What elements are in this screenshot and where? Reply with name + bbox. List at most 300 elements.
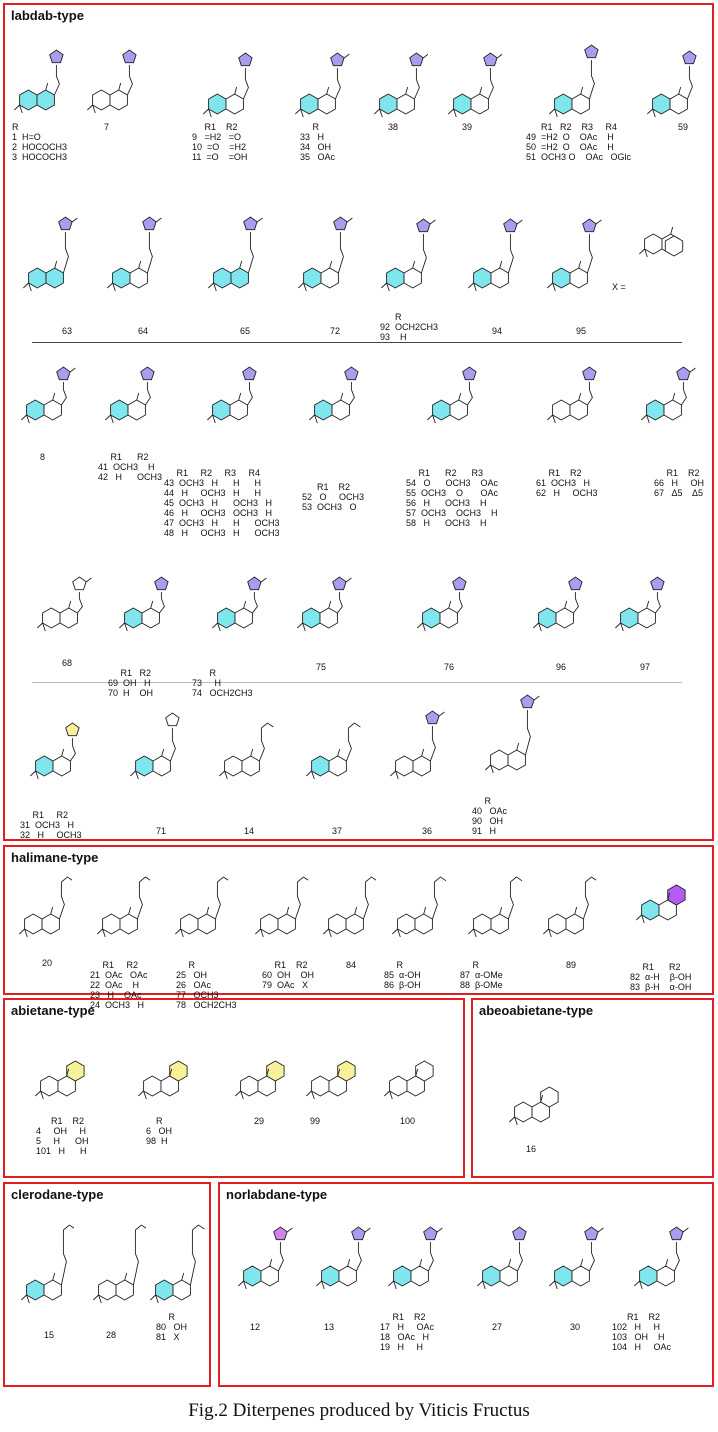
- side-chain: [59, 882, 64, 919]
- top-ring: [583, 367, 596, 380]
- methyl-bond: [23, 283, 28, 288]
- structure-drawing: [612, 214, 712, 274]
- labdab-compound-6: [516, 22, 632, 162]
- ring-b: [116, 1280, 133, 1300]
- structure-drawing: [12, 860, 72, 952]
- structure-drawing: [16, 1016, 100, 1106]
- top-ring: [345, 367, 358, 380]
- structure-drawing: [94, 196, 166, 308]
- methyl-bond: [53, 1273, 55, 1280]
- ring-a: [645, 234, 662, 254]
- side-chain: [147, 232, 152, 273]
- halimane-compound-1: [90, 860, 150, 1010]
- top-ring: [331, 53, 344, 66]
- ring-a: [553, 400, 570, 420]
- vinyl-bond: [585, 877, 596, 882]
- ring-a: [312, 756, 329, 776]
- methyl-bond: [388, 1281, 393, 1286]
- top-ring: [410, 53, 423, 66]
- compound-label: R1 R2 82 α-H β-OH 83 β-H α-OH: [630, 962, 692, 992]
- methyl-bond: [93, 1295, 98, 1300]
- methyl-bond: [182, 1273, 184, 1280]
- methyl-bond: [62, 749, 64, 756]
- ring-b: [329, 756, 346, 776]
- methyl-bond: [323, 929, 328, 934]
- ring-a: [43, 608, 60, 628]
- methyl-bond: [390, 771, 395, 776]
- methyl-bond: [105, 415, 110, 420]
- side-chain: [243, 68, 248, 99]
- top-ring: [239, 53, 252, 66]
- compound-label: 28: [106, 1330, 117, 1340]
- side-chain: [421, 234, 426, 273]
- top-ring: [651, 577, 664, 590]
- structure-drawing: [136, 1204, 210, 1314]
- labdab-compound-10: [196, 196, 266, 336]
- top-ring: [155, 577, 168, 590]
- structure-drawing: [286, 22, 350, 120]
- structure-drawing: [370, 696, 456, 800]
- top-ring: [166, 713, 179, 726]
- compound-label: 97: [640, 662, 651, 672]
- methyl-bond: [14, 105, 19, 110]
- compound-label: 8: [40, 452, 46, 462]
- methyl-bond: [316, 1281, 321, 1286]
- ring-a: [27, 1280, 44, 1300]
- methyl-bond: [137, 393, 139, 400]
- ring-a: [144, 1076, 161, 1096]
- side-chain: [589, 1242, 594, 1271]
- top-ring: [504, 219, 517, 232]
- labdab-compound-14: [534, 196, 606, 336]
- ring-a: [454, 94, 471, 114]
- ring-a: [433, 400, 450, 420]
- compound-label: R 80 OH 81 X: [156, 1312, 188, 1342]
- methyl-bond: [477, 1281, 482, 1286]
- ring-b: [566, 914, 583, 934]
- halimane-compound-6: [460, 860, 522, 990]
- norlabdane-compound-5: [612, 1206, 702, 1352]
- ring-a: [647, 400, 664, 420]
- methyl-bond: [413, 261, 415, 268]
- methyl-bond: [673, 393, 675, 400]
- ring-c: [416, 1061, 433, 1081]
- halimane-compound-0: [12, 860, 72, 968]
- carbonyl-bond: [690, 368, 695, 372]
- ring-a: [218, 608, 235, 628]
- labdab-compound-9: [94, 196, 166, 336]
- methyl-bond: [21, 1295, 26, 1300]
- carbonyl-bond: [439, 712, 444, 716]
- compound-label: R1 R2 61 OCH3 H 62 H OCH3: [536, 468, 598, 498]
- side-chain: [77, 592, 82, 613]
- compound-label: 38: [388, 122, 399, 132]
- methyl-bond: [338, 749, 340, 756]
- compound-label: R1 R2 21 OAc OAc 22 OAc H 23 H OAc 24 OCH3 H: [90, 960, 148, 1010]
- ring-b: [173, 1280, 190, 1300]
- labdab-compound-28: [516, 564, 596, 672]
- methyl-bond: [119, 623, 124, 628]
- structure-drawing: [164, 350, 296, 442]
- ring-b: [413, 756, 430, 776]
- vinyl-bond: [61, 877, 72, 882]
- halimane-compound-8: [606, 858, 712, 992]
- methyl-bond: [130, 771, 135, 776]
- ring-a: [303, 608, 320, 628]
- compound-label: R 73 H 74 OCH2CH3: [192, 668, 253, 698]
- side-chain: [127, 65, 132, 95]
- side-chain: [488, 68, 493, 99]
- ring-a: [225, 756, 242, 776]
- labdab-compound-26: [278, 564, 362, 672]
- methyl-bond: [422, 749, 424, 756]
- top-ring: [585, 1227, 598, 1240]
- top-ring: [521, 695, 534, 708]
- methyl-bond: [636, 915, 641, 920]
- halimane-compound-2: [168, 860, 237, 1010]
- methyl-bond: [341, 393, 343, 400]
- top-ring: [352, 1227, 365, 1240]
- side-chain: [508, 882, 513, 919]
- structure-drawing: [528, 350, 612, 442]
- ring-b: [572, 94, 589, 114]
- methyl-bond: [634, 1281, 639, 1286]
- structure-drawing: [286, 196, 356, 308]
- ring-b: [572, 1266, 589, 1286]
- norlabdane-compound-0: [226, 1206, 296, 1332]
- top-ring: [334, 217, 347, 230]
- ring-c: [267, 1061, 284, 1081]
- side-chain: [247, 382, 252, 405]
- labdab-compound-0: [8, 22, 68, 162]
- ring-b: [242, 756, 259, 776]
- labdab-compound-34: [370, 696, 456, 836]
- methyl-bond: [647, 109, 652, 114]
- side-chain: [428, 1242, 433, 1271]
- compound-label: 89: [566, 960, 577, 970]
- halimane-compound-3: [248, 860, 315, 990]
- methyl-bond: [162, 749, 164, 756]
- vinyl-bond: [63, 1225, 74, 1230]
- labdab-compound-29: [596, 564, 680, 672]
- structure-drawing: [192, 564, 278, 652]
- methyl-bond: [424, 907, 426, 914]
- compound-label: 64: [138, 326, 149, 336]
- labdab-compound-24: [104, 564, 180, 698]
- ring-a: [99, 1280, 116, 1300]
- vinyl-bond: [139, 877, 150, 882]
- ring-a: [640, 1266, 657, 1286]
- compound-label: 7: [104, 122, 110, 132]
- side-chain: [145, 382, 150, 405]
- methyl-bond: [207, 907, 209, 914]
- methyl-bond: [392, 929, 397, 934]
- ring-a: [322, 1266, 339, 1286]
- ring-b: [450, 400, 467, 420]
- ring-b: [128, 400, 145, 420]
- ring-b: [508, 750, 525, 770]
- methyl-bond: [355, 907, 357, 914]
- methyl-bond: [244, 601, 246, 608]
- compound-label: 30: [570, 1322, 581, 1332]
- abietane-title: abietane-type: [11, 1003, 95, 1018]
- compound-label: R 6 OH 98 H: [146, 1116, 173, 1146]
- methyl-bond: [270, 1259, 272, 1266]
- labdab-compound-2: [186, 22, 266, 162]
- compound-label: 71: [156, 826, 167, 836]
- side-chain: [159, 592, 164, 613]
- top-ring: [50, 50, 63, 63]
- top-ring: [59, 217, 72, 230]
- ring-b: [153, 756, 170, 776]
- ring-a: [111, 400, 128, 420]
- structure-drawing: [618, 350, 710, 442]
- ring-a: [244, 1266, 261, 1286]
- structure-drawing: [366, 22, 428, 120]
- methyl-bond: [219, 771, 224, 776]
- methyl-bond: [175, 929, 180, 934]
- labdab-compound-7: [632, 22, 708, 132]
- carbonyl-bond: [261, 578, 266, 582]
- methyl-bond: [485, 765, 490, 770]
- methyl-bond: [500, 907, 502, 914]
- carbonyl-bond: [344, 54, 349, 58]
- side-chain: [687, 66, 692, 99]
- compound-label: R1 R2 60 OH OH 79 OAc X: [262, 960, 315, 990]
- side-chain: [346, 728, 351, 761]
- methyl-bond: [138, 1091, 143, 1096]
- methyl-bond: [30, 771, 35, 776]
- top-ring: [513, 1227, 526, 1240]
- side-chain: [335, 68, 340, 99]
- ring-b: [415, 914, 432, 934]
- side-chain: [63, 232, 68, 273]
- ring-a: [474, 268, 491, 288]
- vinyl-bond: [348, 723, 360, 728]
- side-chain: [674, 1242, 679, 1271]
- compound-label: R1 R2 102 H H 103 OH H 104 H OAc: [612, 1312, 672, 1352]
- labdab-compound-32: [206, 696, 278, 836]
- structure-drawing: [460, 684, 556, 794]
- ring-b: [404, 268, 421, 288]
- carbonyl-bond: [683, 1228, 688, 1232]
- top-ring: [583, 219, 596, 232]
- methyl-bond: [543, 929, 548, 934]
- structure-drawing: [18, 564, 102, 652]
- ring-c: [338, 1061, 355, 1081]
- compound-label: 14: [244, 826, 255, 836]
- methyl-bond: [449, 601, 451, 608]
- ring-a: [621, 608, 638, 628]
- ring-c: [67, 1061, 84, 1081]
- vinyl-bond: [365, 877, 376, 882]
- labdab-compound-8: [8, 196, 84, 336]
- methyl-bond: [255, 929, 260, 934]
- methyl-bond: [420, 1259, 422, 1266]
- ring-a: [539, 608, 556, 628]
- methyl-bond: [21, 415, 26, 420]
- structure-drawing: [196, 196, 266, 308]
- structure-drawing: [306, 1206, 372, 1310]
- carbonyl-bond: [346, 578, 351, 582]
- ring-c: [668, 885, 685, 905]
- ring-a: [261, 914, 278, 934]
- methyl-bond: [125, 1273, 127, 1280]
- labdab-compound-25: [192, 564, 278, 698]
- top-ring: [141, 367, 154, 380]
- ring-b: [261, 1266, 278, 1286]
- labdab-compound-15: [612, 214, 712, 292]
- vinyl-bond: [510, 877, 522, 882]
- methyl-bond: [298, 283, 303, 288]
- top-ring: [243, 367, 256, 380]
- norlabdane-compound-3: [464, 1206, 536, 1332]
- vinyl-bond: [261, 723, 273, 728]
- compound-label: R 33 H 34 OH 35 OAc: [300, 122, 336, 162]
- side-chain: [54, 65, 59, 95]
- side-chain: [432, 882, 437, 919]
- norlabdane-compound-4: [532, 1206, 612, 1332]
- methyl-bond: [671, 227, 673, 234]
- compound-label: 16: [526, 1144, 537, 1154]
- ring-b: [346, 914, 363, 934]
- compound-label: 72: [330, 326, 341, 336]
- structure-drawing: [10, 696, 96, 800]
- ring-a: [214, 268, 231, 288]
- carbonyl-bond: [437, 1228, 442, 1232]
- methyl-bond: [565, 601, 567, 608]
- top-ring: [484, 53, 497, 66]
- ring-a: [398, 914, 415, 934]
- ring-b: [198, 914, 215, 934]
- side-chain: [190, 1230, 195, 1285]
- carbonyl-bond: [534, 696, 539, 700]
- top-ring: [123, 50, 136, 63]
- methyl-bond: [448, 109, 453, 114]
- ring-b: [46, 268, 63, 288]
- ring-a: [329, 914, 346, 934]
- compound-label: R1 R2 17 H OAc 18 OAc H 19 H H: [380, 1312, 435, 1352]
- carbonyl-bond: [86, 578, 91, 582]
- labdab-compound-13: [458, 196, 524, 336]
- ring-b: [556, 608, 573, 628]
- structure-drawing: [398, 350, 502, 442]
- ring-a: [549, 914, 566, 934]
- side-chain: [589, 60, 594, 99]
- compound-label: R1 R2 9 =H2 =O 10 =O =H2 11 =O =OH: [192, 122, 248, 162]
- ring-b: [664, 400, 681, 420]
- ring-a: [555, 1266, 572, 1286]
- labdab-title: labdab-type: [11, 8, 84, 23]
- structure-drawing: [278, 564, 362, 652]
- ring-a: [181, 914, 198, 934]
- side-chain: [414, 68, 419, 99]
- structure-drawing: [80, 22, 140, 120]
- ring-a: [315, 400, 332, 420]
- ring-b: [110, 90, 127, 110]
- methyl-bond: [208, 283, 213, 288]
- methyl-bond: [679, 87, 681, 94]
- ring-b: [411, 1266, 428, 1286]
- side-chain: [337, 592, 342, 613]
- halimane-compound-7: [536, 860, 596, 970]
- methyl-bond: [581, 87, 583, 94]
- methyl-bond: [37, 623, 42, 628]
- compound-label: R1 R2 41 OCH3 H 42 H OCH3: [98, 452, 163, 482]
- compound-label: R1 R2 31 OCH3 H 32 H OCH3: [20, 810, 82, 840]
- ring-b: [53, 756, 70, 776]
- ring-b: [570, 268, 587, 288]
- ring-a: [213, 400, 230, 420]
- structure-drawing: [536, 860, 596, 952]
- ring-a: [241, 1076, 258, 1096]
- labdab-compound-31: [116, 696, 190, 836]
- top-ring: [333, 577, 346, 590]
- methyl-bond: [384, 1091, 389, 1096]
- structure-drawing: [90, 860, 150, 952]
- side-chain: [583, 882, 588, 919]
- methyl-bond: [547, 283, 552, 288]
- compound-label: X =: [612, 282, 626, 292]
- methyl-bond: [641, 415, 646, 420]
- side-chain: [573, 592, 578, 613]
- structure-drawing: [360, 1016, 454, 1106]
- top-ring: [57, 367, 70, 380]
- compound-label: R1 R2 66 H OH 67 Δ5 Δ5: [654, 468, 705, 498]
- methyl-bond: [238, 1281, 243, 1286]
- compound-label: R1 R2 R3 R4 43 OCH3 H H H 44 H OCH3 H H 45 OCH3 H OCH3 H 46 H OCH3 OCH3 H 47 OCH3 H H OCH3 48 H OCH3 H OCH3: [164, 468, 280, 538]
- structure-drawing: [632, 22, 708, 120]
- ring-a: [156, 1280, 173, 1300]
- carbonyl-bond: [287, 1228, 292, 1232]
- carbonyl-bond: [72, 218, 77, 222]
- ring-a: [36, 756, 53, 776]
- top-ring: [244, 217, 257, 230]
- compound-label: R1 R2 52 O OCH3 53 OCH3 O: [302, 482, 365, 512]
- methyl-bond: [427, 415, 432, 420]
- halimane-compound-4: [316, 860, 376, 970]
- carbonyl-bond: [596, 220, 601, 224]
- side-chain: [517, 1242, 522, 1271]
- methyl-bond: [406, 87, 408, 94]
- clerodane-compound-2: [136, 1204, 210, 1342]
- structure-drawing: [596, 564, 680, 652]
- side-chain: [338, 232, 343, 273]
- abietane-compound-1: [118, 1016, 204, 1146]
- side-chain: [363, 882, 368, 919]
- ring-b: [397, 94, 414, 114]
- compound-label: 27: [492, 1322, 503, 1332]
- carbonyl-bond: [257, 218, 262, 222]
- ring-a: [209, 94, 226, 114]
- labdab-compound-22: [618, 350, 710, 498]
- methyl-bond: [666, 1259, 668, 1266]
- side-chain: [252, 592, 257, 613]
- ring-b: [657, 1266, 674, 1286]
- vinyl-bond: [217, 877, 228, 882]
- methyl-bond: [150, 1295, 155, 1300]
- compound-label: 99: [310, 1116, 321, 1126]
- methyl-bond: [509, 1117, 514, 1122]
- compound-label: 95: [576, 326, 587, 336]
- structure-drawing: [440, 22, 502, 120]
- top-ring: [677, 367, 690, 380]
- ring-b: [278, 914, 295, 934]
- methyl-bond: [295, 109, 300, 114]
- methyl-bond: [549, 1281, 554, 1286]
- labdab-compound-16: [8, 350, 80, 462]
- compound-label: 100: [400, 1116, 416, 1126]
